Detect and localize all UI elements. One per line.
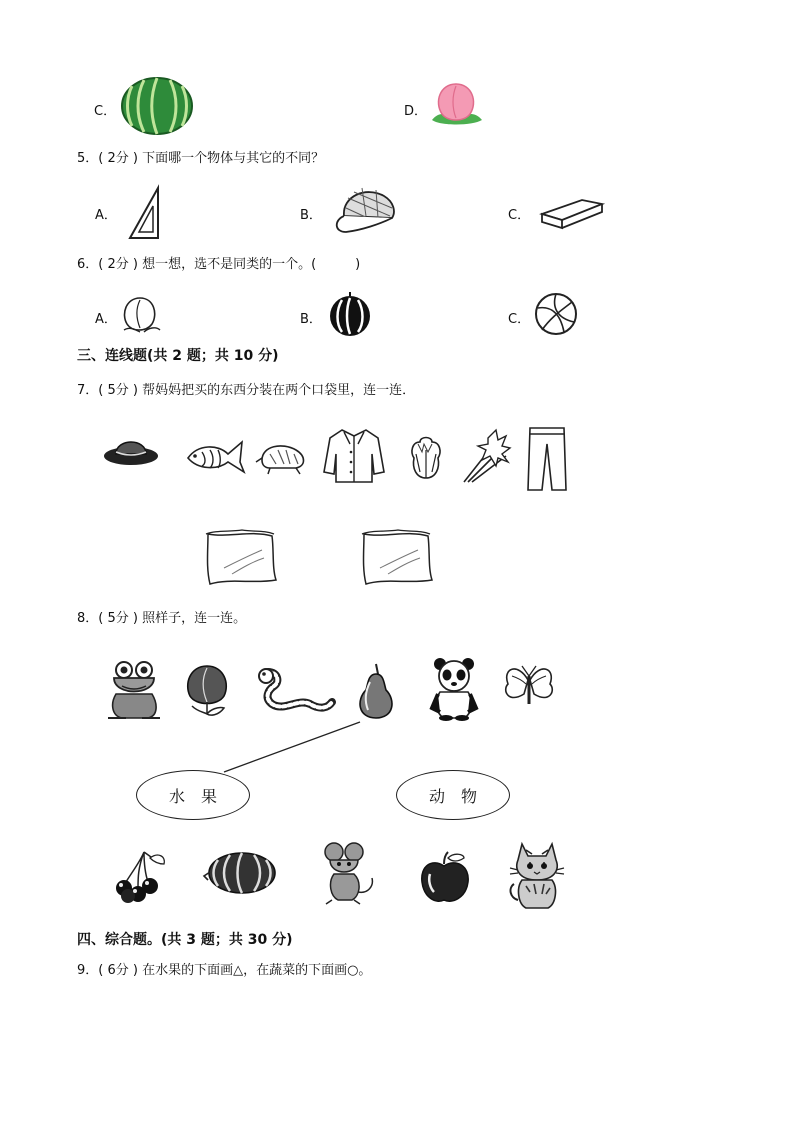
option-c-label: C． [94,104,117,119]
oval-fruit-label: 水 果 [168,786,217,806]
oval-fruit[interactable] [136,770,250,820]
oval-animal[interactable] [396,770,510,820]
q5-option-b-label: B． [300,208,322,223]
q5-option-c-label: C． [508,208,531,223]
question-9: 9．( 6分 ) 在水果的下面画△，在蔬菜的下面画○。 [77,963,372,978]
mouse-icon[interactable] [320,842,376,904]
q6-option-c-label: C． [508,312,531,327]
question-5: 5．( 2分 ) 下面哪一个物体与其它的不同？ [77,151,325,166]
apple-icon[interactable] [418,850,472,906]
section-3-title: 三、连线题(共 2 题；共 10 分) [77,348,279,364]
option-d-label: D． [404,104,428,119]
cat-icon[interactable] [508,840,566,910]
q6-option-b-label: B． [300,312,322,327]
cherry-icon[interactable] [110,848,168,904]
question-8: 8．( 5分 ) 照样子，连一连。 [77,611,247,626]
q6-option-a-label: A． [95,312,117,327]
oval-animal-label: 动 物 [428,786,477,806]
question-6: 6．( 2分 ) 想一想，选不是同类的一个。( ) [77,257,361,272]
section-4-title: 四、综合题。(共 3 题；共 30 分) [77,932,293,948]
question-7: 7．( 5分 ) 帮妈妈把买的东西分装在两个口袋里，连一连． [77,383,416,398]
watermelon-icon[interactable] [204,850,278,896]
q5-option-a-label: A． [95,208,117,223]
